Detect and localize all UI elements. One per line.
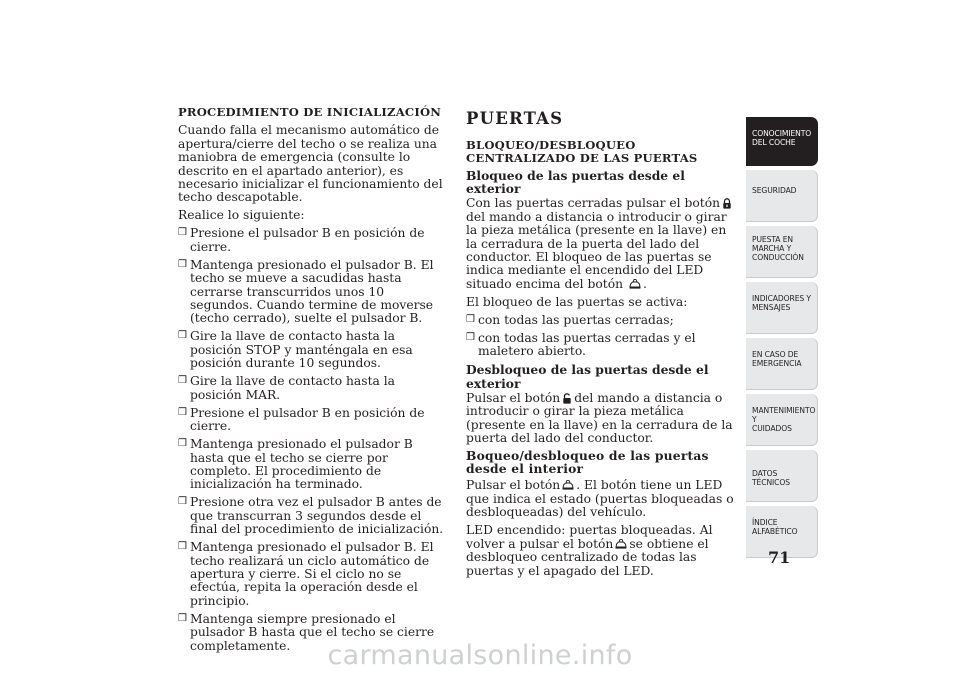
checkbox-bullet-icon: ❒ (466, 331, 475, 343)
interior-led-paragraph: LED encendido: puertas bloqueadas. Al volver a pulsar el botón se obtiene el desbloqueo centralizado de todas las puertas y el apagado del LED. (466, 523, 713, 578)
list-item: ❒ Mantenga presionado el pulsador B hasta que el techo se cierre por completo. El procedimiento de inicialización ha terminado. (178, 437, 413, 492)
list-item: ❒ Mantenga presionado el pulsador B. El techo se mueve a sacudidas hasta cerrarse transcurridos unos 10 segundos. Cuando termine de moverse (techo cerrado), suelte el pulsador B. (178, 257, 434, 326)
right-column (466, 109, 738, 583)
page-title: PUERTAS (466, 109, 564, 128)
unlock-paragraph: Pulsar el botón del mando a distancia o introducir o girar la pieza metálica (presente en la llave) en la cerradura de la puerta del lado del conductor. (466, 391, 733, 446)
list-item: ❒ Presione otra vez el pulsador B antes de que transcurran 3 segundos desde el final del procedimiento de inicialización. (178, 495, 444, 537)
interior-paragraph: Pulsar el botón . El botón tiene un LED que indica el estado (puertas bloqueadas o desbloqueadas) del vehículo. (466, 478, 734, 520)
tab-indice-alfabetico[interactable]: ÍNDICE ALFABÉTICO (746, 506, 818, 558)
checkbox-bullet-icon: ❒ (466, 313, 475, 325)
tab-seguridad[interactable]: SEGURIDAD (746, 170, 818, 222)
list-item: ❒ con todas las puertas cerradas; (466, 312, 674, 327)
checkbox-bullet-icon: ❒ (178, 438, 187, 450)
car-lock-icon (629, 279, 641, 290)
lock-conditions-list (466, 314, 738, 359)
lock-paragraph: Con las puertas cerradas pulsar el botóndel mando a distancia o introducir o girar la pieza metálica (presente en la llave) en la cerradura de la puerta del lado del conductor. El bloqueo de las puertas se indica mediante el encendido del LED situado encima del botón . (466, 197, 738, 291)
section-heading: PROCEDIMIENTO DE INICIALIZACIÓN (178, 105, 442, 119)
checkbox-bullet-icon: ❒ (178, 375, 187, 387)
intro-paragraph: Cuando falla el mecanismo automático de apertura/cierre del techo o se realiza una maniobra de emergencia (consulte lo descrito en el apartado anterior), es necesario inicializar el funcionamiento del techo descapotable. (178, 123, 443, 205)
section-heading: BLOQUEO/DESBLOQUEO CENTRALIZADO DE LAS PUERTAS (466, 138, 698, 165)
page-number: 71 (768, 548, 791, 567)
list-item: ❒ Mantenga siempre presionado el pulsador B hasta que el techo se cierre completamente. (178, 611, 435, 653)
lead-paragraph: Realice lo siguiente: (178, 208, 305, 223)
tab-datos-tecnicos[interactable]: DATOS TÉCNICOS (746, 450, 818, 502)
unlock-heading: Desbloqueo de las puertas desde el exterior (466, 362, 709, 391)
car-lock-icon (615, 539, 627, 550)
left-column (178, 106, 450, 658)
checkbox-bullet-icon: ❒ (178, 406, 187, 418)
checkbox-bullet-icon: ❒ (178, 612, 187, 624)
lock-heading: Bloqueo de las puertas desde el exterior (466, 167, 685, 196)
list-item: ❒ Presione el pulsador B en posición de cierre. (178, 226, 425, 254)
watermark: carmanualsonline.info (327, 640, 633, 671)
chapter-tabs (746, 117, 818, 562)
checkbox-bullet-icon: ❒ (178, 227, 187, 239)
padlock-icon (722, 198, 732, 209)
list-item: ❒ Mantenga presionado el pulsador B. El techo realizará un ciclo automático de apertura y cierre. Si el ciclo no se efectúa, repita la operación desde el principio. (178, 540, 434, 608)
list-item: ❒ con todas las puertas cerradas y el maletero abierto. (466, 330, 696, 359)
lock-activation-paragraph: El bloqueo de las puertas se activa: (466, 294, 688, 309)
list-item: ❒ Gire la llave de contacto hasta la posición MAR. (178, 374, 396, 402)
list-item: ❒ Gire la llave de contacto hasta la posición STOP y manténgala en esa posición durante 10 segundos. (178, 329, 413, 371)
checkbox-bullet-icon: ❒ (178, 258, 187, 270)
unlock-padlock-icon (562, 393, 572, 404)
car-lock-icon (562, 480, 574, 491)
steps-list (178, 227, 450, 653)
checkbox-bullet-icon: ❒ (178, 330, 187, 342)
tab-en-caso-de-emergencia[interactable]: EN CASO DE EMERGENCIA (746, 338, 818, 390)
interior-heading: Boqueo/desbloqueo de las puertas desde el interior (466, 448, 709, 476)
tab-mantenimiento-y-cuidados[interactable]: MANTENIMIENTO Y CUIDADOS (746, 394, 818, 446)
tab-conocimiento-del-coche[interactable]: CONOCIMIENTO DEL COCHE (746, 117, 818, 166)
list-item: ❒ Presione el pulsador B en posición de cierre. (178, 405, 425, 434)
checkbox-bullet-icon: ❒ (178, 541, 187, 553)
checkbox-bullet-icon: ❒ (178, 496, 187, 508)
tab-puesta-en-marcha[interactable]: PUESTA EN MARCHA Y CONDUCCIÓN (746, 226, 818, 278)
tab-indicadores-y-mensajes[interactable]: INDICADORES Y MENSAJES (746, 282, 818, 334)
